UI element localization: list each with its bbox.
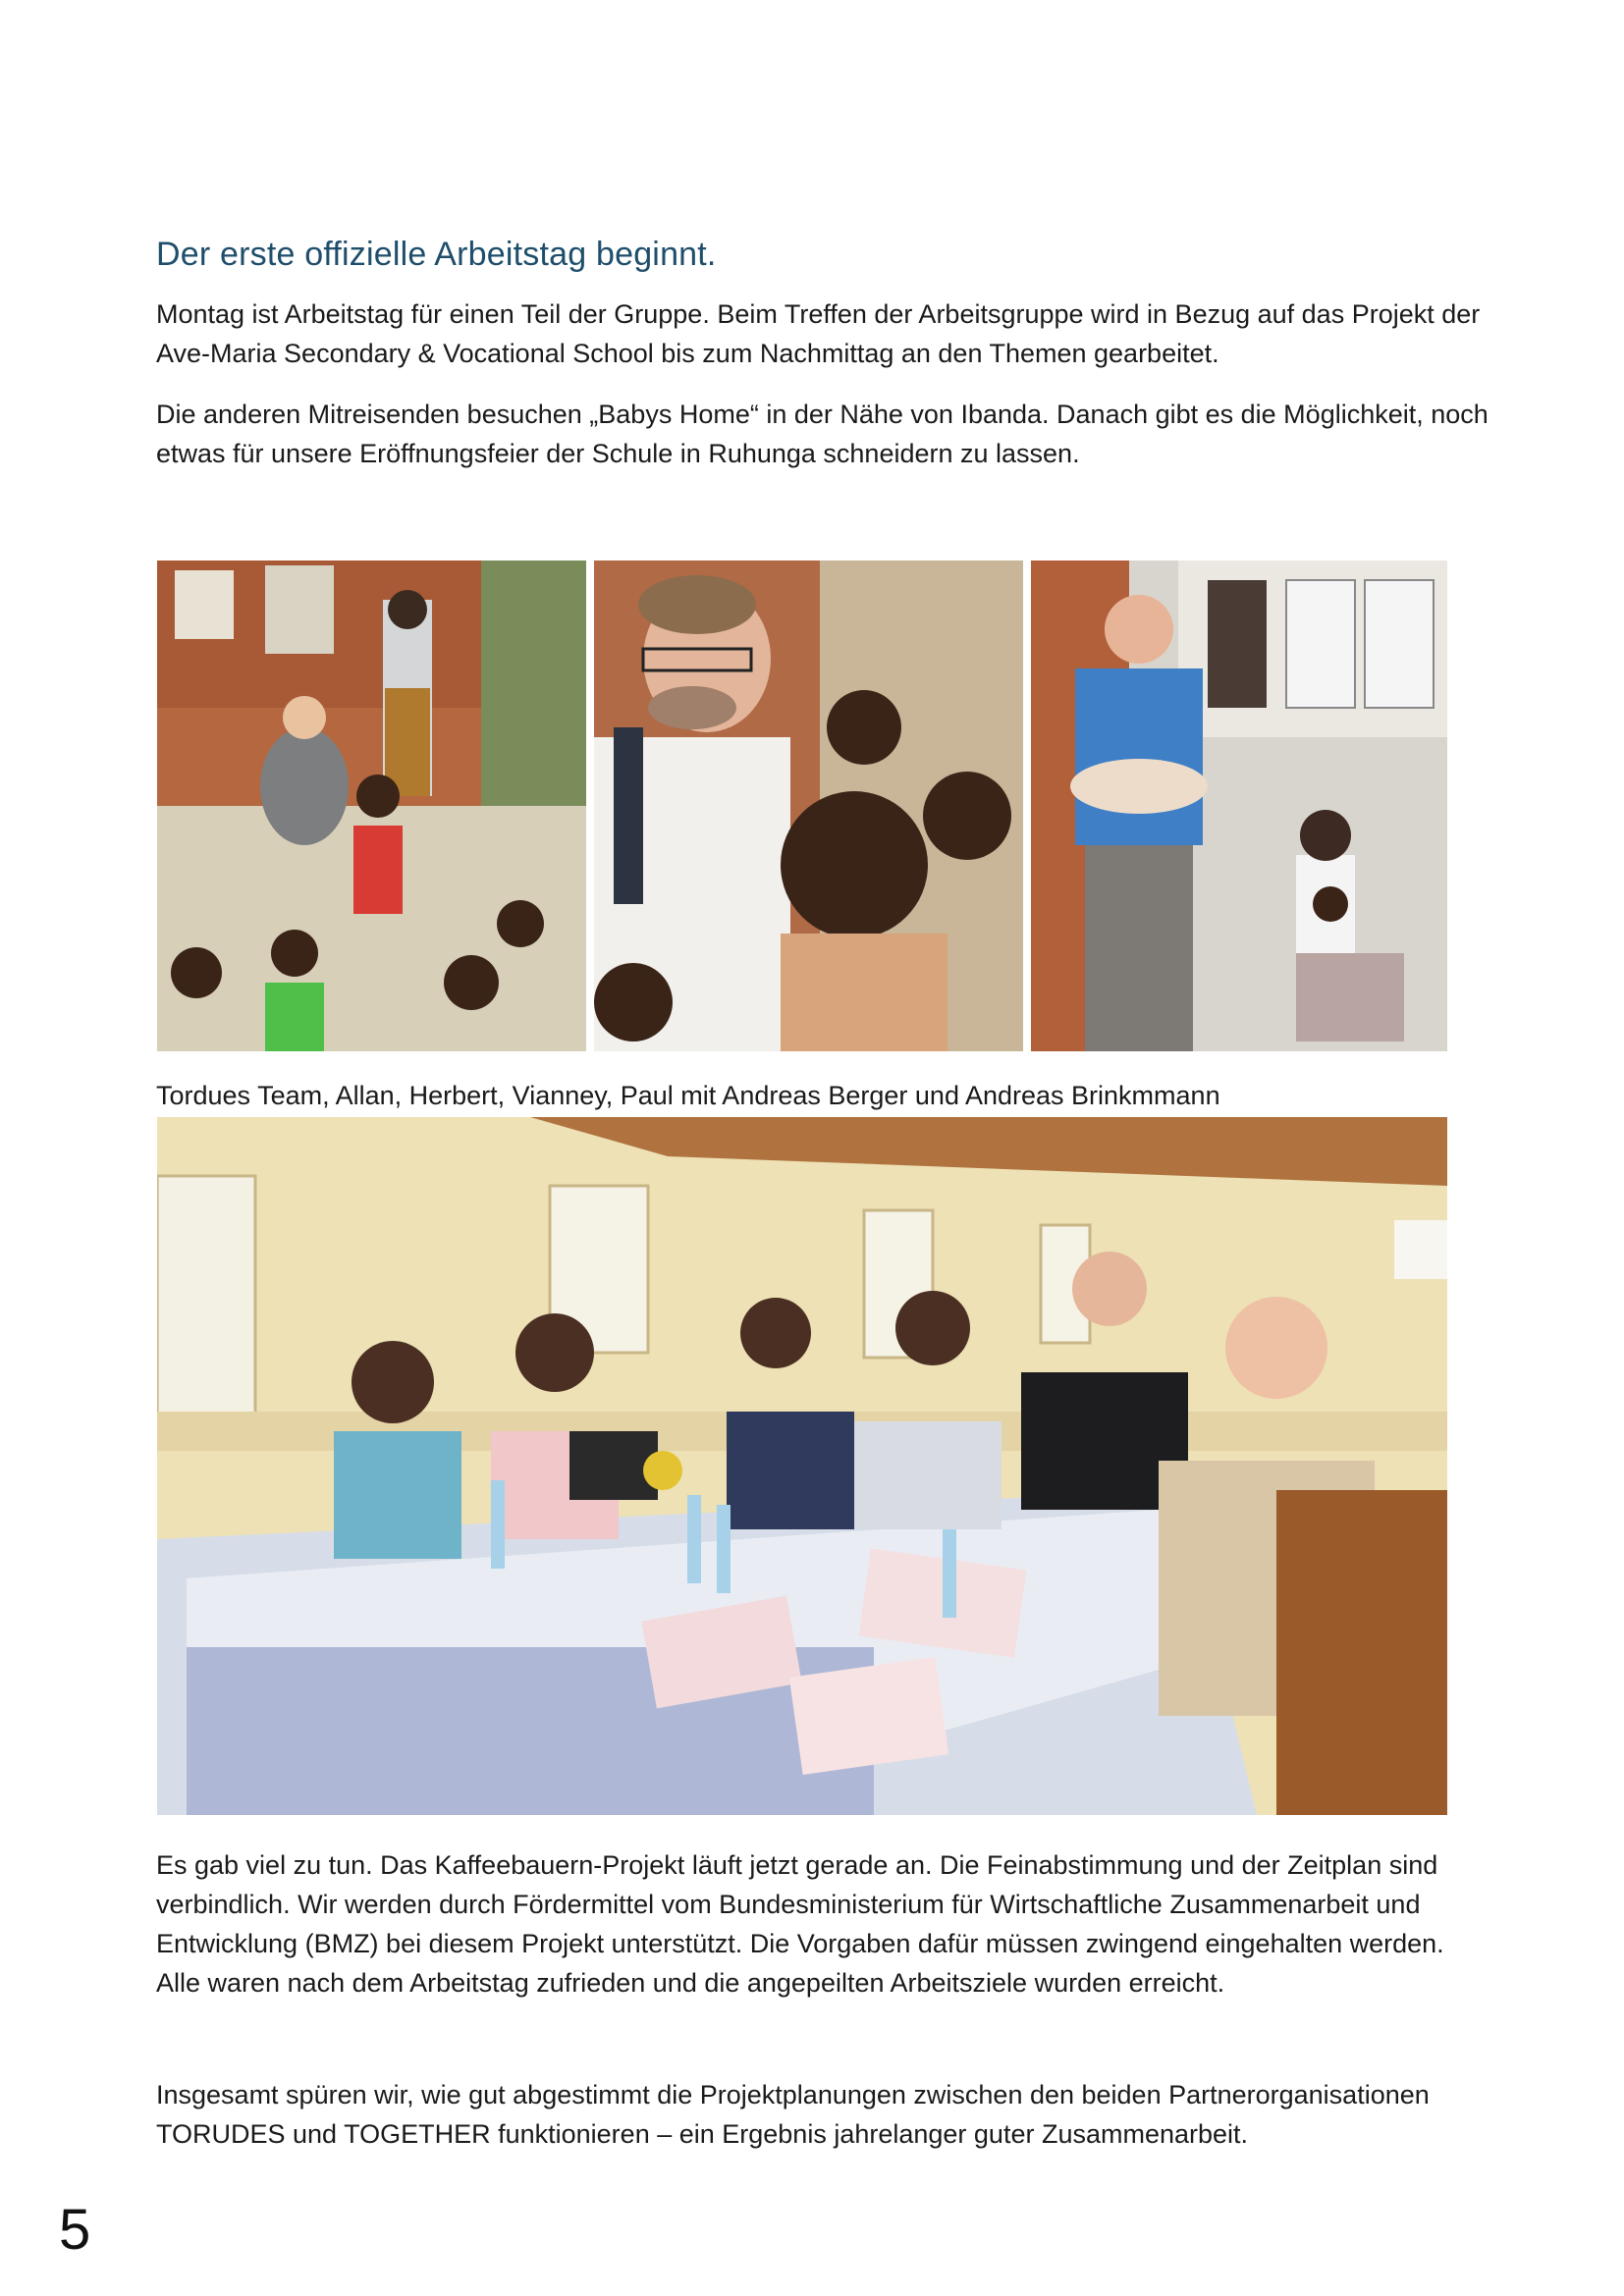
page-number: 5 <box>59 2198 91 2262</box>
photo-meeting-table <box>157 1117 1447 1815</box>
photo-babys-home-group <box>157 561 586 1051</box>
summary-paragraph: Insgesamt spüren wir, wie gut abgestimmt die Projektplanungen zwischen den beiden Partnerorganisationen TORUDES und TOGETHER funktionieren – ein Ergebnis jahrelanger guter Zusammenarbeit. <box>156 2080 1430 2149</box>
photo-caption: Tordues Team, Allan, Herbert, Vianney, Paul mit Andreas Berger und Andreas Brinkmmann <box>156 1081 1220 1110</box>
coffee-project-paragraph: Es gab viel zu tun. Das Kaffeebauern-Projekt läuft jetzt gerade an. Die Feinabstimmung und der Zeitplan sind verbindlich. Wir werden durch Fördermittel vom Bundesministerium für Wirtschaftliche Zusammenarbeit und Entwicklung (BMZ) bei diesem Projekt unterstützt. Die Vorgaben dafür müssen zwingend eingehalten werden. Alle waren nach dem Arbeitstag zufrieden und die angepeilten Arbeitsziele wurden erreicht. <box>156 1850 1444 1998</box>
photo-man-with-children <box>594 561 1023 1051</box>
photo-holding-babies <box>1031 561 1447 1051</box>
page-title: Der erste offizielle Arbeitstag beginnt. <box>156 236 717 273</box>
babys-home-paragraph: Die anderen Mitreisenden besuchen „Babys Home“ in der Nähe von Ibanda. Danach gibt es die Möglichkeit, noch etwas für unsere Eröffnungsfeier der Schule in Ruhunga schneidern zu lassen. <box>156 400 1489 468</box>
intro-paragraph: Montag ist Arbeitstag für einen Teil der Gruppe. Beim Treffen der Arbeitsgruppe wird in Bezug auf das Projekt der Ave-Maria Secondary & Vocational School bis zum Nachmittag an den Themen gearbeitet. <box>156 299 1481 368</box>
